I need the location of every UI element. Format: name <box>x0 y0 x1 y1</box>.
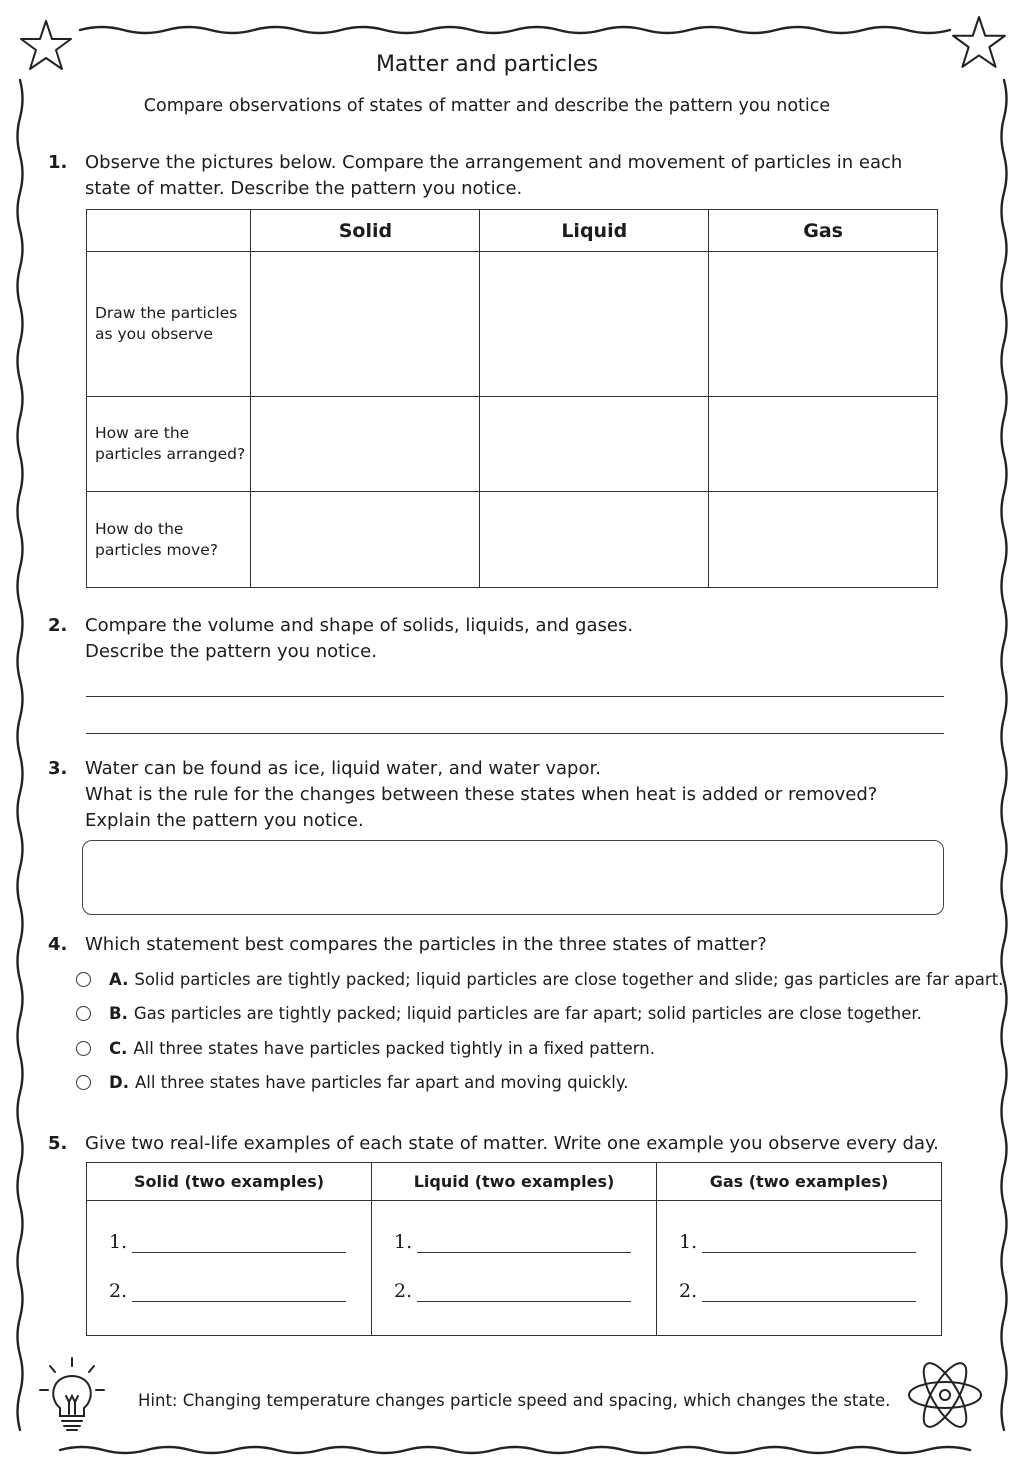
example-blank-1[interactable]: 1. <box>679 1231 916 1253</box>
column-header-gas: Gas <box>709 210 938 252</box>
answer-line[interactable] <box>86 696 944 697</box>
example-blank-1[interactable]: 1. <box>394 1231 631 1253</box>
table-corner-cell <box>87 210 251 252</box>
option-d[interactable]: D. All three states have particles far apart and moving quickly. <box>76 1073 629 1092</box>
answer-line[interactable] <box>86 733 944 734</box>
example-blank-2[interactable]: 2. <box>394 1280 631 1302</box>
example-blank-2[interactable]: 2. <box>679 1280 916 1302</box>
question-1-line-1: Observe the pictures below. Compare the arrangement and movement of particles in each <box>85 152 903 173</box>
column-header-solid-examples: Solid (two examples) <box>87 1163 372 1201</box>
radio-button[interactable] <box>76 1006 91 1021</box>
solid-examples-cell <box>87 1201 372 1336</box>
example-blank-2[interactable]: 2. <box>109 1280 346 1302</box>
question-3-number: 3. <box>48 758 68 779</box>
column-header-solid: Solid <box>251 210 480 252</box>
liquid-examples-cell <box>372 1201 657 1336</box>
question-4-text: Which statement best compares the particles in the three states of matter? <box>85 934 767 955</box>
column-header-gas-examples: Gas (two examples) <box>657 1163 942 1201</box>
question-1-number: 1. <box>48 152 68 173</box>
question-5-number: 5. <box>48 1133 68 1154</box>
hint-text: Hint: Changing temperature changes particle speed and spacing, which changes the state. <box>138 1391 891 1410</box>
examples-table <box>86 1162 942 1336</box>
answer-cell-liquid-arranged[interactable] <box>480 397 709 492</box>
question-4-number: 4. <box>48 934 68 955</box>
example-blank-1[interactable]: 1. <box>109 1231 346 1253</box>
radio-button[interactable] <box>76 1041 91 1056</box>
question-5-text: Give two real-life examples of each state of matter. Write one example you observe every day. <box>85 1133 939 1154</box>
option-c[interactable]: C. All three states have particles packed tightly in a fixed pattern. <box>76 1039 655 1058</box>
particles-table <box>86 209 938 588</box>
page-subtitle: Compare observations of states of matter and describe the pattern you notice <box>143 96 831 116</box>
answer-box[interactable] <box>82 840 944 915</box>
question-1-line-2: state of matter. Describe the pattern you notice. <box>85 178 523 199</box>
question-2-text: Compare the volume and shape of solids, liquids, and gases. Describe the pattern you notice. <box>85 615 634 662</box>
page-title: Matter and particles <box>375 52 599 77</box>
answer-cell-solid-draw[interactable] <box>251 252 480 397</box>
option-a[interactable]: A. Solid particles are tightly packed; liquid particles are close together and slide; gas particles are far apart. <box>76 970 1003 989</box>
answer-cell-gas-draw[interactable] <box>709 252 938 397</box>
answer-cell-liquid-move[interactable] <box>480 492 709 588</box>
row-label-draw: Draw the particles as you observe <box>87 252 251 397</box>
answer-cell-gas-move[interactable] <box>709 492 938 588</box>
lightbulb-icon <box>36 1356 108 1436</box>
column-header-liquid-examples: Liquid (two examples) <box>372 1163 657 1201</box>
answer-cell-solid-arranged[interactable] <box>251 397 480 492</box>
radio-button[interactable] <box>76 1075 91 1090</box>
row-label-arranged: How are the particles arranged? <box>87 397 251 492</box>
question-1-text <box>85 150 902 202</box>
option-b[interactable]: B. Gas particles are tightly packed; liquid particles are far apart; solid particles are close together. <box>76 1004 922 1023</box>
answer-cell-solid-move[interactable] <box>251 492 480 588</box>
answer-cell-gas-arranged[interactable] <box>709 397 938 492</box>
column-header-liquid: Liquid <box>480 210 709 252</box>
question-3-text: Water can be found as ice, liquid water, and water vapor. What is the rule for the changes between these states when heat is added or removed? Explain the pattern you notice. <box>85 758 878 831</box>
radio-button[interactable] <box>76 972 91 987</box>
question-2-number: 2. <box>48 615 68 636</box>
answer-cell-liquid-draw[interactable] <box>480 252 709 397</box>
gas-examples-cell <box>657 1201 942 1336</box>
row-label-move: How do the particles move? <box>87 492 251 588</box>
atom-icon <box>904 1354 986 1436</box>
